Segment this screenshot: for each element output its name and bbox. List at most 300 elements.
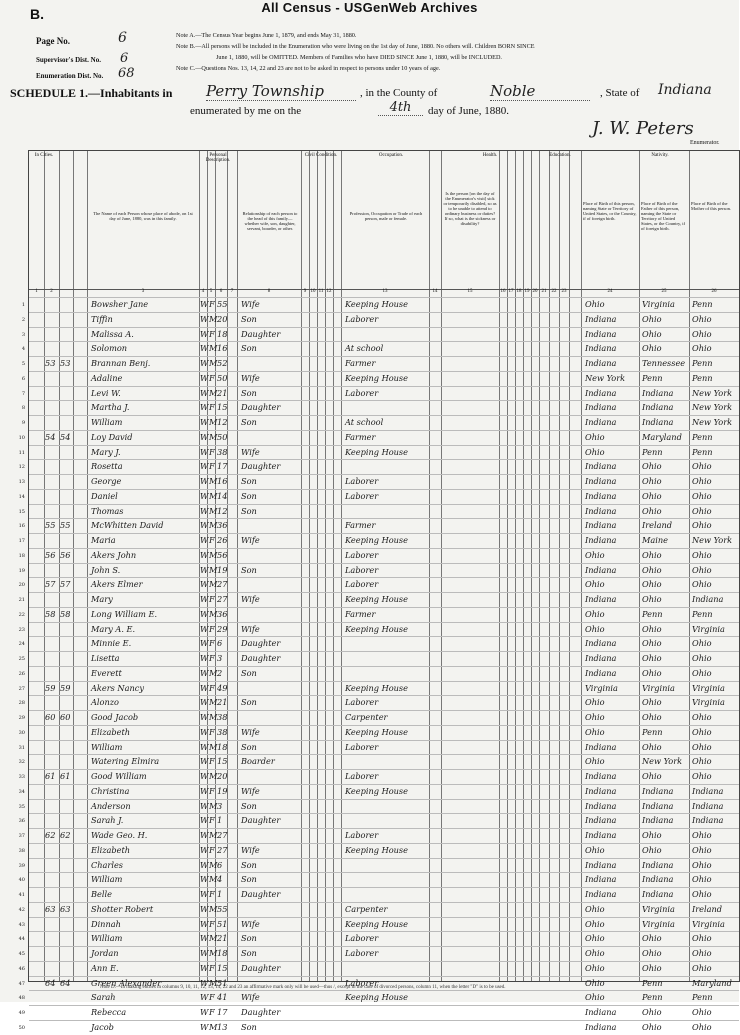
dwelling-number: 64 (45, 977, 56, 988)
person-name: Everett (91, 667, 122, 678)
mother-birthplace-cell: Ohio (692, 667, 712, 678)
birthplace-cell: Indiana (585, 830, 617, 840)
table-row (21, 386, 739, 401)
race-cell: W (200, 299, 209, 309)
birthplace-cell: Ohio (585, 446, 605, 457)
father-birthplace-cell: Ohio (642, 653, 662, 663)
age-cell: 29 (217, 623, 228, 634)
mother-birthplace-cell: Ohio (692, 579, 712, 590)
race-cell: W (200, 476, 209, 486)
birthplace-cell: Indiana (585, 520, 617, 531)
sex-cell: M (209, 859, 218, 870)
table-row (18, 740, 739, 755)
occupation-cell: Farmer (345, 358, 376, 368)
row-number: 21 (18, 597, 25, 603)
birthplace-cell: Ohio (585, 623, 605, 634)
father-birthplace-cell: Ohio (642, 461, 662, 472)
birthplace-cell: Ohio (585, 579, 605, 590)
person-name: Good Jacob (91, 712, 139, 722)
race-cell: W (200, 741, 209, 752)
table-row (18, 784, 739, 799)
mother-birthplace-cell: Virginia (692, 682, 725, 693)
table-row (18, 563, 739, 578)
occupation-cell: Laborer (345, 771, 379, 781)
age-cell: 38 (217, 446, 228, 457)
race-cell: W (200, 594, 209, 604)
group-nativity: Nativity. (651, 153, 669, 158)
relationship-cell: Wife (241, 785, 260, 796)
col-num: 23 (561, 289, 567, 294)
table-body (18, 297, 739, 1035)
occupation-cell: Laborer (345, 579, 379, 590)
row-number: 48 (18, 995, 25, 1002)
col-num: 21 (541, 289, 547, 294)
row-number: 42 (18, 906, 25, 913)
table-row (18, 769, 739, 784)
row-number: 9 (21, 420, 25, 426)
occupation-cell: Keeping House (345, 299, 408, 309)
birthplace-cell: Ohio (585, 977, 605, 988)
mother-birthplace-cell: Ohio (692, 889, 712, 899)
table-row (18, 548, 739, 563)
father-birthplace-cell: Ohio (642, 343, 662, 354)
sex-cell: F (209, 328, 215, 339)
mother-birthplace-cell: Ohio (692, 564, 712, 575)
age-cell: 55 (217, 299, 228, 309)
table-row (18, 474, 739, 489)
father-birthplace-cell: Maine (642, 535, 669, 545)
birthplace-cell: Ohio (585, 918, 605, 929)
race-cell: W (200, 461, 209, 472)
mother-birthplace-cell: Penn (692, 992, 713, 1003)
father-birthplace-cell: Virginia (642, 918, 675, 929)
row-number: 13 (18, 479, 25, 485)
race-cell: W (200, 800, 209, 811)
age-cell: 38 (217, 726, 228, 737)
person-name: Alonzo (91, 697, 119, 708)
watermark-title: All Census - USGenWeb Archives (261, 0, 478, 15)
occupation-cell: Keeping House (345, 726, 408, 737)
age-cell: 20 (217, 771, 228, 781)
row-number: 30 (18, 729, 25, 736)
relationship-cell: Daughter (241, 328, 281, 339)
occupation-cell: Keeping House (345, 918, 408, 929)
mother-birthplace-cell: Ohio (692, 726, 712, 737)
occupation-cell: At school (345, 417, 384, 427)
sex-cell: M (209, 977, 218, 988)
row-number: 43 (18, 921, 25, 928)
row-number: 28 (18, 700, 25, 707)
sex-cell: F (209, 299, 215, 309)
sex-cell: F (209, 653, 215, 663)
father-birthplace-cell: Indiana (642, 874, 674, 885)
dwelling-number: 53 (45, 358, 56, 368)
family-number: 54 (60, 431, 71, 442)
occupation-cell: Laborer (345, 313, 379, 324)
race-cell: W (200, 358, 209, 368)
birthplace-cell: Indiana (585, 638, 617, 649)
mother-birthplace-cell: Penn (692, 358, 713, 368)
occupation-cell: At school (345, 343, 384, 354)
sex-cell: M (209, 608, 218, 619)
sex-cell: F (209, 446, 215, 457)
table-row (18, 828, 739, 843)
birthplace-cell: Ohio (585, 962, 605, 973)
row-number: 2 (21, 316, 25, 323)
sex-cell: M (209, 417, 218, 427)
birthplace-cell: Indiana (585, 564, 617, 575)
sex-cell: F (209, 682, 215, 693)
father-birthplace-cell: Ohio (642, 549, 662, 560)
father-birthplace-cell: Ohio (642, 712, 662, 722)
table-row (18, 1020, 739, 1035)
father-birthplace-cell: Ohio (642, 667, 662, 678)
age-cell: 27 (217, 579, 228, 590)
county-label: , in the County of (360, 87, 438, 99)
age-cell: 4 (217, 874, 223, 885)
father-birthplace-cell: Indiana (642, 800, 674, 811)
age-cell: 18 (217, 741, 228, 752)
relationship-cell: Daughter (241, 1007, 281, 1017)
mother-birthplace-cell: Ireland (692, 903, 723, 914)
mother-birthplace-cell: Ohio (692, 505, 712, 516)
sex-cell: M (209, 933, 218, 944)
sex-cell: F (209, 785, 215, 796)
row-number: 37 (18, 833, 25, 839)
father-birthplace-cell: Indiana (642, 417, 674, 427)
row-number: 17 (18, 538, 25, 544)
race-cell: W (200, 859, 209, 870)
sex-cell: F (209, 1007, 215, 1017)
relationship-cell: Son (241, 313, 257, 324)
col-num: 5 (209, 289, 213, 294)
birthplace-cell: Indiana (585, 328, 617, 339)
race-cell: W (200, 918, 209, 929)
occupation-cell: Keeping House (345, 992, 408, 1003)
row-number: 29 (18, 715, 25, 721)
enum-dist-value: 68 (118, 66, 135, 81)
mother-birthplace-cell: Virginia (692, 697, 725, 708)
person-name: Akers John (91, 549, 137, 560)
birthplace-cell: Indiana (585, 417, 617, 427)
person-name: Ann E. (91, 962, 119, 973)
birthplace-cell: Indiana (585, 594, 617, 604)
row-number: 14 (18, 493, 25, 500)
race-cell: W (200, 962, 209, 973)
sex-cell: M (209, 667, 218, 678)
father-birthplace-cell: Indiana (642, 402, 674, 413)
sex-cell: F (209, 844, 215, 855)
race-cell: W (200, 830, 209, 840)
father-birthplace-cell: Indiana (642, 785, 674, 796)
group-civil: Civil Condition. (304, 153, 338, 158)
race-cell: W (200, 417, 209, 427)
person-name: Green Alexander (91, 977, 162, 988)
mother-birthplace-cell: Penn (692, 608, 713, 619)
birthplace-cell: Ohio (585, 844, 605, 855)
person-name: Mary J. (91, 446, 121, 457)
mother-birthplace-cell: Ohio (692, 1021, 712, 1032)
father-birthplace-cell: Maryland (642, 431, 682, 442)
person-name: Bowsher Jane (91, 299, 149, 309)
birthplace-cell: Indiana (585, 461, 617, 472)
relationship-cell: Son (241, 859, 257, 870)
person-name: George (91, 476, 122, 486)
person-name: Lisetta (91, 653, 120, 663)
occupation-cell: Farmer (345, 520, 376, 531)
occupation-cell: Farmer (345, 608, 376, 619)
family-number: 64 (60, 977, 71, 988)
race-cell: W (200, 948, 209, 958)
table-row (18, 533, 739, 548)
enum-day-value: 4th (378, 100, 423, 116)
birthplace-cell: New York (585, 372, 626, 383)
race-cell: W (200, 549, 209, 560)
birthplace-cell: Indiana (585, 387, 617, 398)
row-number: 24 (18, 641, 25, 648)
birthplace-cell: Indiana (585, 358, 617, 368)
age-cell: 27 (217, 844, 228, 855)
age-cell: 3 (217, 653, 223, 663)
birthplace-cell: Indiana (585, 771, 617, 781)
father-birthplace-cell: Ohio (642, 830, 662, 840)
mother-birthplace-cell: New York (692, 535, 733, 545)
birthplace-cell: Indiana (585, 490, 617, 501)
person-name: Christina (91, 785, 130, 796)
birthplace-cell: Indiana (585, 653, 617, 663)
relationship-cell: Daughter (241, 402, 281, 413)
birthplace-cell: Indiana (585, 815, 617, 826)
row-number: 6 (21, 375, 25, 382)
sex-cell: M (209, 490, 218, 501)
dwelling-number: 62 (45, 830, 56, 840)
col-num: 1 (35, 289, 38, 294)
col-num: 26 (711, 289, 717, 294)
father-birthplace-cell: Tennessee (642, 358, 686, 368)
note-c: Note C.—Questions Nos. 13, 14, 22 and 23 are not to be asked in respect to persons under 10 years of age. (176, 65, 441, 72)
father-birthplace-cell: Ohio (642, 594, 662, 604)
relationship-cell: Son (241, 741, 257, 752)
col-num: 25 (661, 289, 667, 294)
person-name: Wade Geo. H. (91, 830, 148, 840)
row-number: 7 (21, 390, 25, 397)
family-number: 57 (60, 579, 71, 590)
age-cell: 56 (217, 549, 228, 560)
age-cell: 12 (217, 417, 228, 427)
col-num: 4 (201, 289, 205, 294)
dwelling-number: 61 (45, 771, 56, 781)
birthplace-cell: Indiana (585, 476, 617, 486)
table-row (18, 931, 739, 946)
table-row (18, 858, 739, 873)
mother-birthplace-cell: Ohio (692, 874, 712, 885)
occupation-cell: Keeping House (345, 623, 408, 634)
father-birthplace-cell: Ohio (642, 490, 662, 501)
sex-cell: M (209, 874, 218, 885)
occupation-cell: Laborer (345, 977, 379, 988)
person-name: Rebecca (91, 1007, 127, 1017)
race-cell: W (200, 431, 209, 442)
col-head-birthplace: Place of Birth of this person, naming State or Territory of United States, or the Country, if of foreign birth. (583, 201, 637, 221)
row-number: 18 (18, 552, 25, 559)
row-number: 4 (21, 346, 25, 353)
sex-cell: F (209, 962, 215, 973)
col-num: 2 (50, 289, 53, 294)
mother-birthplace-cell: Indiana (692, 815, 724, 826)
mother-birthplace-cell: Ohio (692, 844, 712, 855)
form-letter: B. (30, 6, 44, 22)
sex-cell: M (209, 313, 218, 324)
col-num: 8 (267, 289, 271, 294)
mother-birthplace-cell: Ohio (692, 756, 712, 767)
relationship-cell: Wife (241, 299, 260, 309)
family-number: 60 (60, 712, 71, 722)
person-name: Mary (91, 594, 113, 604)
relationship-cell: Son (241, 697, 257, 708)
table-row (21, 400, 739, 415)
note-b: Note B.—All persons will be included in the Enumeration who were living on the 1st day of June, 1880. No others will. Children BORN SINCE (176, 43, 535, 50)
mother-birthplace-cell: Penn (692, 446, 713, 457)
table-row (18, 459, 739, 474)
col-num: 16 (500, 289, 506, 294)
table-row (18, 902, 739, 917)
occupation-cell: Keeping House (345, 682, 408, 693)
col-head-relationship: Relationship of each person to the head of this family—whether wife, son, daughter, servant, boarder, or other. (242, 211, 298, 231)
col-num: 20 (532, 289, 538, 294)
age-cell: 18 (217, 328, 228, 339)
mother-birthplace-cell: Ohio (692, 461, 712, 472)
sex-cell: M (209, 830, 218, 840)
table-row (21, 312, 739, 327)
person-name: Good William (91, 771, 147, 781)
township-value: Perry Township (206, 82, 356, 101)
col-num: 3 (141, 289, 145, 294)
race-cell: W (200, 638, 209, 649)
row-number: 10 (18, 434, 25, 441)
father-birthplace-cell: Ohio (642, 844, 662, 855)
table-row (18, 666, 739, 681)
birthplace-cell: Indiana (585, 800, 617, 811)
race-cell: W (200, 712, 209, 722)
relationship-cell: Daughter (241, 962, 281, 973)
col-num: 19 (524, 289, 530, 294)
person-name: Dinnah (91, 918, 121, 929)
race-cell: W (200, 535, 209, 545)
person-name: McWhitten David (91, 520, 164, 531)
father-birthplace-cell: Ohio (642, 1021, 662, 1032)
person-name: Long William E. (91, 608, 158, 619)
mother-birthplace-cell: Ohio (692, 859, 712, 870)
mother-birthplace-cell: Ohio (692, 1007, 712, 1017)
mother-birthplace-cell: Ohio (692, 638, 712, 649)
father-birthplace-cell: Ohio (642, 505, 662, 516)
age-cell: 36 (217, 520, 228, 531)
mother-birthplace-cell: New York (692, 417, 733, 427)
row-number: 16 (18, 523, 25, 530)
relationship-cell: Wife (241, 844, 260, 855)
col-num: 6 (219, 289, 223, 294)
person-name: William (91, 874, 123, 885)
relationship-cell: Wife (241, 446, 260, 457)
group-in-cities: In Cities. (34, 153, 54, 158)
father-birthplace-cell: Ohio (642, 697, 662, 708)
person-name: Shotter Robert (91, 903, 154, 914)
occupation-cell: Laborer (345, 933, 379, 944)
page-no-value: 6 (118, 30, 127, 46)
age-cell: 17 (217, 1007, 228, 1017)
relationship-cell: Daughter (241, 889, 281, 899)
table-row (18, 489, 739, 504)
age-cell: 52 (217, 358, 228, 368)
enumerator-signature: J. W. Peters (592, 118, 694, 139)
race-cell: W (200, 1021, 209, 1032)
col-head-profession: Profession, Occupation or Trade of each person, male or female. (349, 211, 423, 221)
age-cell: 1 (217, 889, 223, 899)
age-cell: 20 (217, 313, 228, 324)
family-number: 58 (60, 608, 71, 619)
father-birthplace-cell: Ohio (642, 623, 662, 634)
table-row (21, 327, 739, 342)
father-birthplace-cell: Ohio (642, 962, 662, 973)
mother-birthplace-cell: Penn (692, 431, 713, 442)
occupation-cell: Keeping House (345, 446, 408, 457)
dwelling-number: 56 (45, 549, 56, 560)
mother-birthplace-cell: Maryland (692, 977, 732, 988)
relationship-cell: Son (241, 948, 257, 958)
sex-cell: M (209, 520, 218, 531)
mother-birthplace-cell: Indiana (692, 785, 724, 796)
race-cell: W (200, 402, 209, 413)
race-cell: W (200, 697, 209, 708)
sex-cell: F (209, 992, 215, 1003)
person-name: Adaline (91, 372, 123, 383)
row-number: 47 (18, 980, 25, 987)
sex-cell: M (209, 387, 218, 398)
age-cell: 21 (217, 933, 228, 944)
enumerator-label: Enumerator. (690, 140, 720, 146)
age-cell: 19 (217, 564, 228, 575)
age-cell: 49 (217, 682, 228, 693)
father-birthplace-cell: New York (642, 756, 683, 767)
row-number: 50 (18, 1024, 25, 1031)
birthplace-cell: Indiana (585, 505, 617, 516)
mother-birthplace-cell: Ohio (692, 741, 712, 752)
father-birthplace-cell: Penn (642, 726, 663, 737)
sex-cell: M (209, 771, 218, 781)
relationship-cell: Son (241, 417, 257, 427)
age-cell: 6 (217, 638, 223, 649)
occupation-cell: Laborer (345, 476, 379, 486)
race-cell: W (200, 623, 209, 634)
mother-birthplace-cell: Ohio (692, 653, 712, 663)
person-name: Charles (91, 859, 123, 870)
table-row (18, 872, 739, 887)
age-cell: 18 (217, 948, 228, 958)
age-cell: 3 (217, 800, 223, 811)
occupation-cell: Laborer (345, 741, 379, 752)
row-number: 46 (18, 965, 25, 972)
row-number: 39 (18, 862, 25, 869)
race-cell: W (200, 1007, 209, 1017)
table-row (18, 651, 739, 666)
age-cell: 15 (217, 402, 228, 413)
table-row (18, 843, 739, 858)
col-num: 17 (508, 289, 514, 294)
mother-birthplace-cell: Ohio (692, 948, 712, 958)
group-occupation: Occupation. (378, 153, 404, 158)
mother-birthplace-cell: Ohio (692, 313, 712, 324)
race-cell: W (200, 328, 209, 339)
